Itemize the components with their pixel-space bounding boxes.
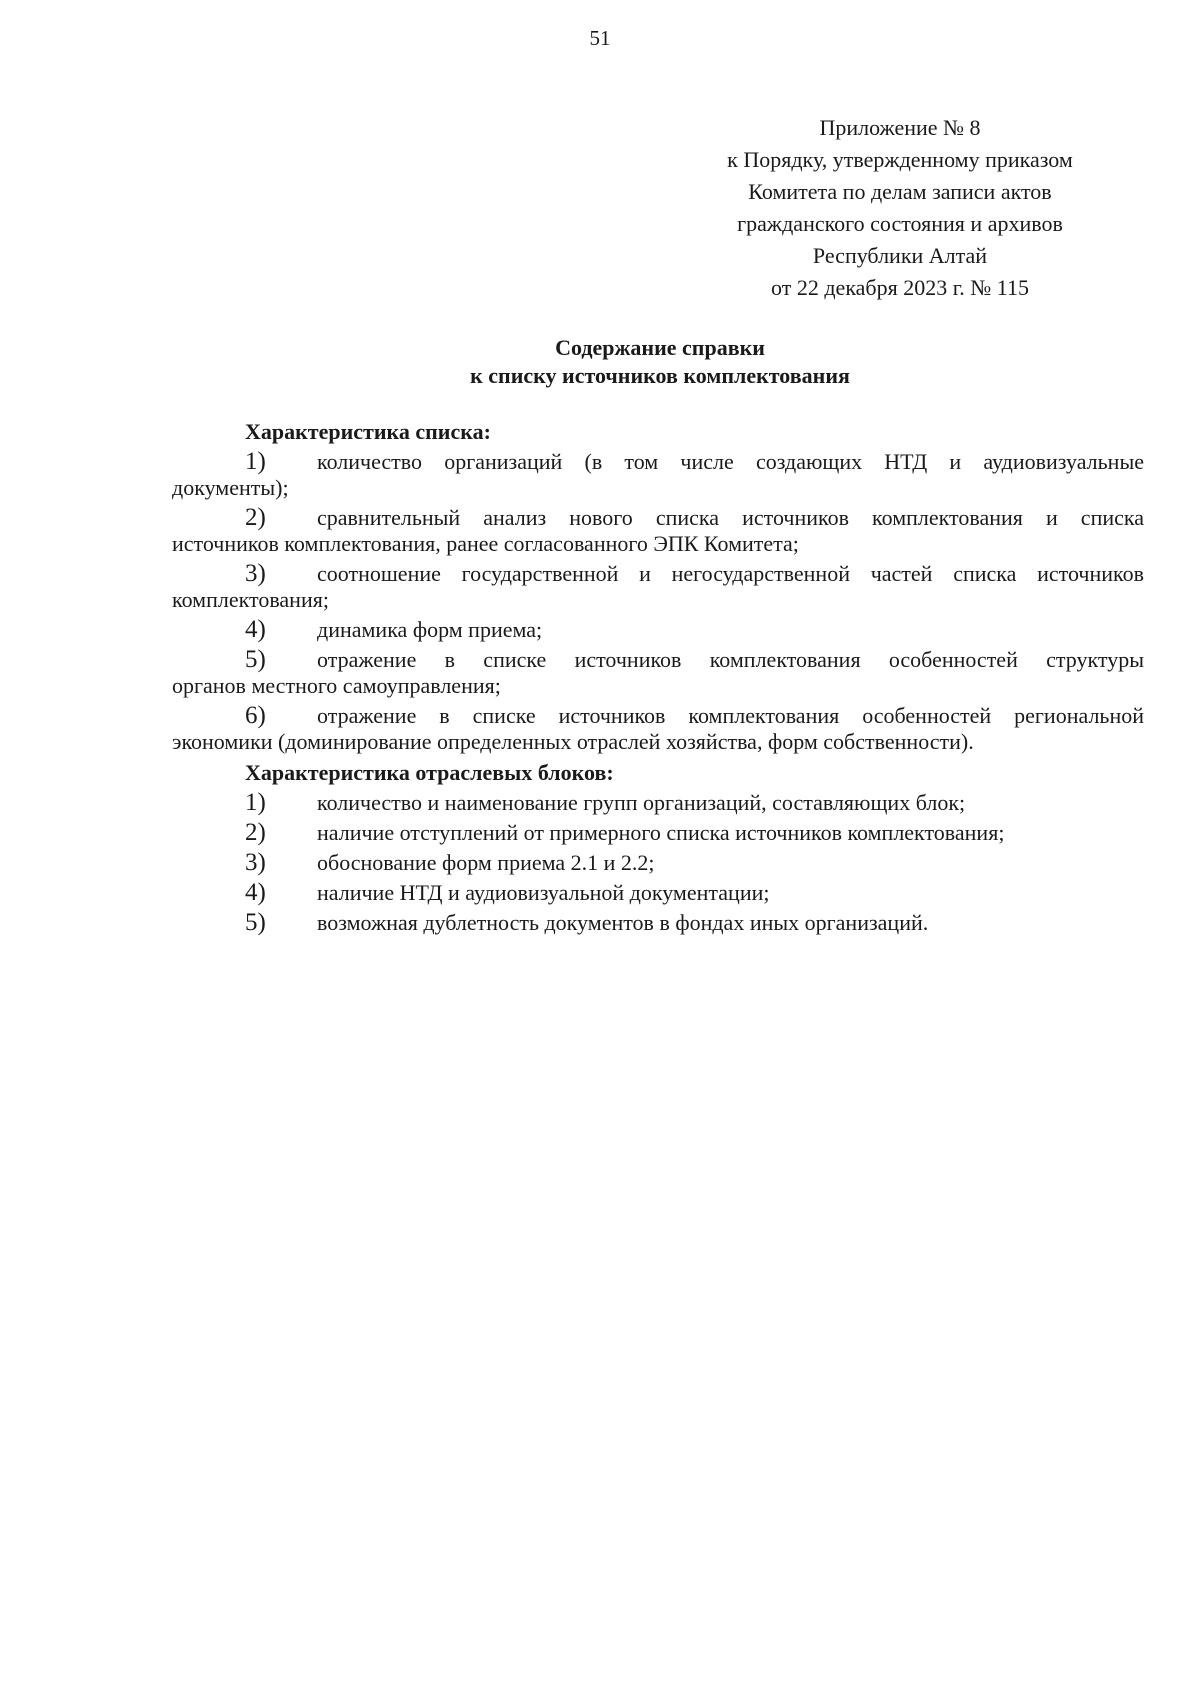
item-number: 3) (245, 849, 266, 876)
title-line: Содержание справки (555, 335, 765, 360)
item-text: наличие отступлений от примерного списка источников комплектования; (317, 820, 1005, 845)
list-item (172, 790, 1144, 816)
item-number: 2) (245, 504, 266, 531)
item-text: обоснование форм приема 2.1 и 2.2; (317, 850, 655, 875)
appendix-line: гражданского состояния и архивов (737, 211, 1063, 236)
item-number: 5) (245, 646, 266, 673)
item-text: количество организаций (в том числе создающих НТД и аудиовизуальные (317, 449, 1144, 474)
list-item (172, 449, 1144, 501)
item-text-continued: комплектования; (172, 587, 329, 612)
item-number: 6) (245, 702, 266, 729)
item-text-continued: документы); (172, 475, 289, 500)
item-number: 2) (245, 819, 266, 846)
item-text: сравнительный анализ нового списка источников комплектования и списка (317, 505, 1144, 530)
item-text-continued: источников комплектования, ранее согласованного ЭПК Комитета; (172, 531, 799, 556)
item-text: соотношение государственной и негосударственной частей списка источников (317, 561, 1144, 586)
item-number: 4) (245, 616, 266, 643)
appendix-line: к Порядку, утвержденному приказом (727, 147, 1073, 172)
appendix-line: Комитета по делам записи актов (748, 179, 1052, 204)
list-item (172, 880, 1144, 906)
list-item (172, 647, 1144, 699)
item-text: наличие НТД и аудиовизуальной документации; (317, 880, 770, 905)
item-text-continued: экономики (доминирование определенных отраслей хозяйства, форм собственности). (172, 729, 974, 754)
section-heading-blocks: Характеристика отраслевых блоков: (245, 760, 614, 785)
appendix-line: Приложение № 8 (819, 115, 981, 140)
appendix-header (680, 112, 1120, 304)
appendix-line: Республики Алтай (812, 243, 988, 268)
document-title (360, 334, 960, 390)
item-text: динамика форм приема; (317, 617, 543, 642)
item-number: 1) (245, 448, 266, 475)
section-heading-list: Характеристика списка: (245, 419, 491, 444)
item-number: 4) (245, 879, 266, 906)
list-item (172, 703, 1144, 755)
title-line: к списку источников комплектования (470, 363, 850, 388)
item-text: отражение в списке источников комплектования особенностей структуры (317, 647, 1144, 672)
appendix-line: от 22 декабря 2023 г. № 115 (771, 275, 1029, 300)
list-item (172, 561, 1144, 613)
item-text: возможная дублетность документов в фондах иных организаций. (317, 910, 929, 935)
item-number: 5) (245, 909, 266, 936)
document-body (172, 418, 1144, 940)
list-item (172, 617, 1144, 643)
list-item (172, 820, 1144, 846)
item-text: количество и наименование групп организаций, составляющих блок; (317, 790, 966, 815)
item-text: отражение в списке источников комплектования особенностей региональной (317, 703, 1144, 728)
list-item (172, 910, 1144, 936)
item-text-continued: органов местного самоуправления; (172, 673, 501, 698)
item-number: 3) (245, 560, 266, 587)
list-item (172, 505, 1144, 557)
page-number: 51 (589, 26, 611, 50)
list-item (172, 850, 1144, 876)
item-number: 1) (245, 789, 266, 816)
